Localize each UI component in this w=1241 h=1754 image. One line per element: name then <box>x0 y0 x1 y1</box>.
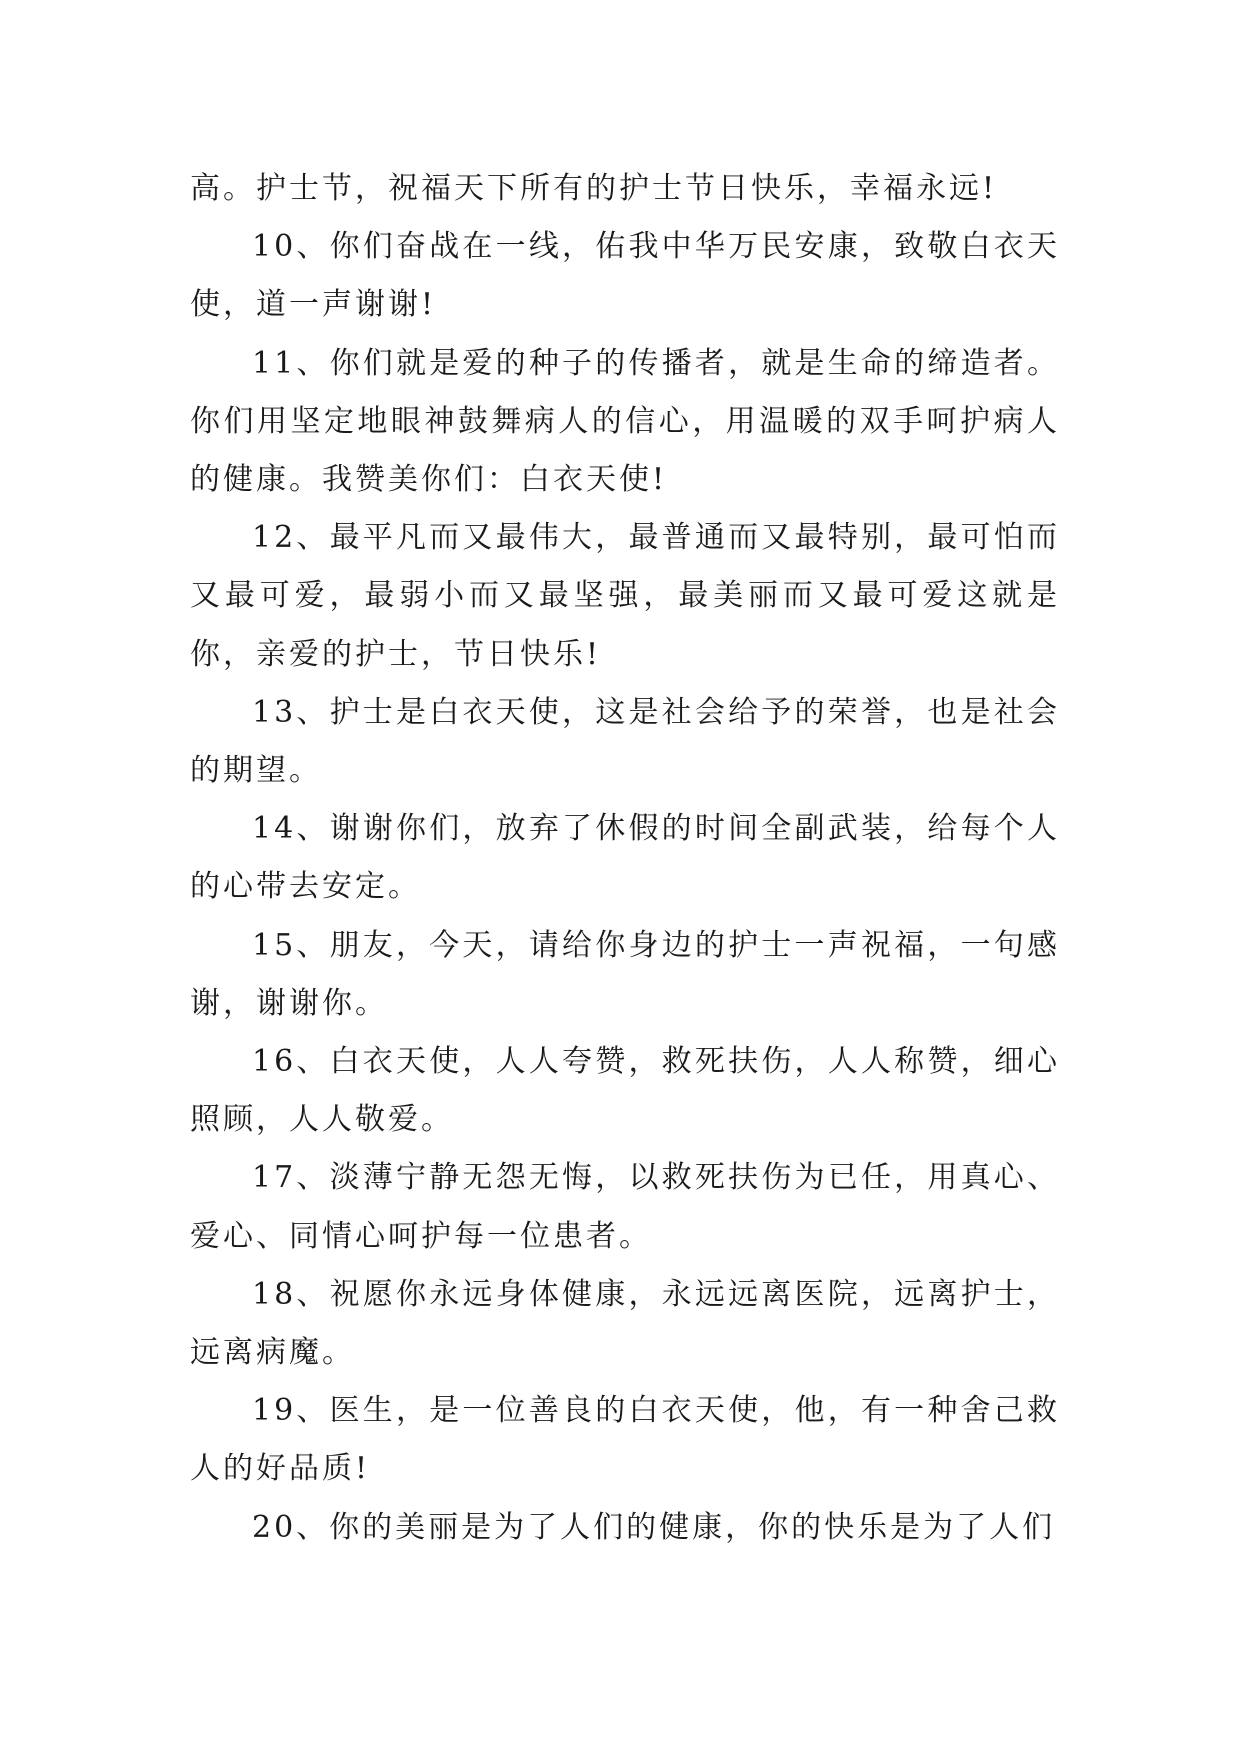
paragraph-3: 11、你们就是爱的种子的传播者，就是生命的缔造者。你们用坚定地眼神鼓舞病人的信心，用温暖的双手呵护病人的健康。我赞美你们：白衣天使! <box>190 345 1060 498</box>
paragraph-8: 16、白衣天使，人人夸赞，救死扶伤，人人称赞，细心照顾，人人敬爱。 <box>190 1044 1060 1138</box>
paragraph-10: 18、祝愿你永远身体健康，永远远离医院，远离护士，远离病魔。 <box>190 1276 1060 1371</box>
paragraph-11: 19、医生，是一位善良的白衣天使，他，有一种舍己救人的好品质! <box>190 1393 1060 1487</box>
paragraph-9: 17、淡薄宁静无怨无悔，以救死扶伤为已任，用真心、爱心、同情心呵护每一位患者。 <box>190 1160 1060 1254</box>
paragraph-7: 15、朋友，今天，请给你身边的护士一声祝福，一句感谢，谢谢你。 <box>190 927 1060 1021</box>
paragraph-5: 13、护士是白衣天使，这是社会给予的荣誉，也是社会的期望。 <box>190 694 1060 789</box>
document-body <box>190 160 1060 1557</box>
paragraph-6: 14、谢谢你们，放弃了休假的时间全副武装，给每个人的心带去安定。 <box>190 811 1060 905</box>
paragraph-2: 10、你们奋战在一线，佑我中华万民安康，致敬白衣天使，道一声谢谢! <box>190 229 1060 323</box>
paragraph-4: 12、最平凡而又最伟大，最普通而又最特别，最可怕而又最可爱，最弱小而又最坚强，最美丽而又最可爱这就是你，亲爱的护士，节日快乐! <box>190 520 1060 672</box>
paragraph-1: 高。护士节，祝福天下所有的护士节日快乐，幸福永远! <box>190 171 998 206</box>
paragraph-12: 20、你的美丽是为了人们的健康，你的快乐是为了人们 <box>252 1509 1056 1545</box>
